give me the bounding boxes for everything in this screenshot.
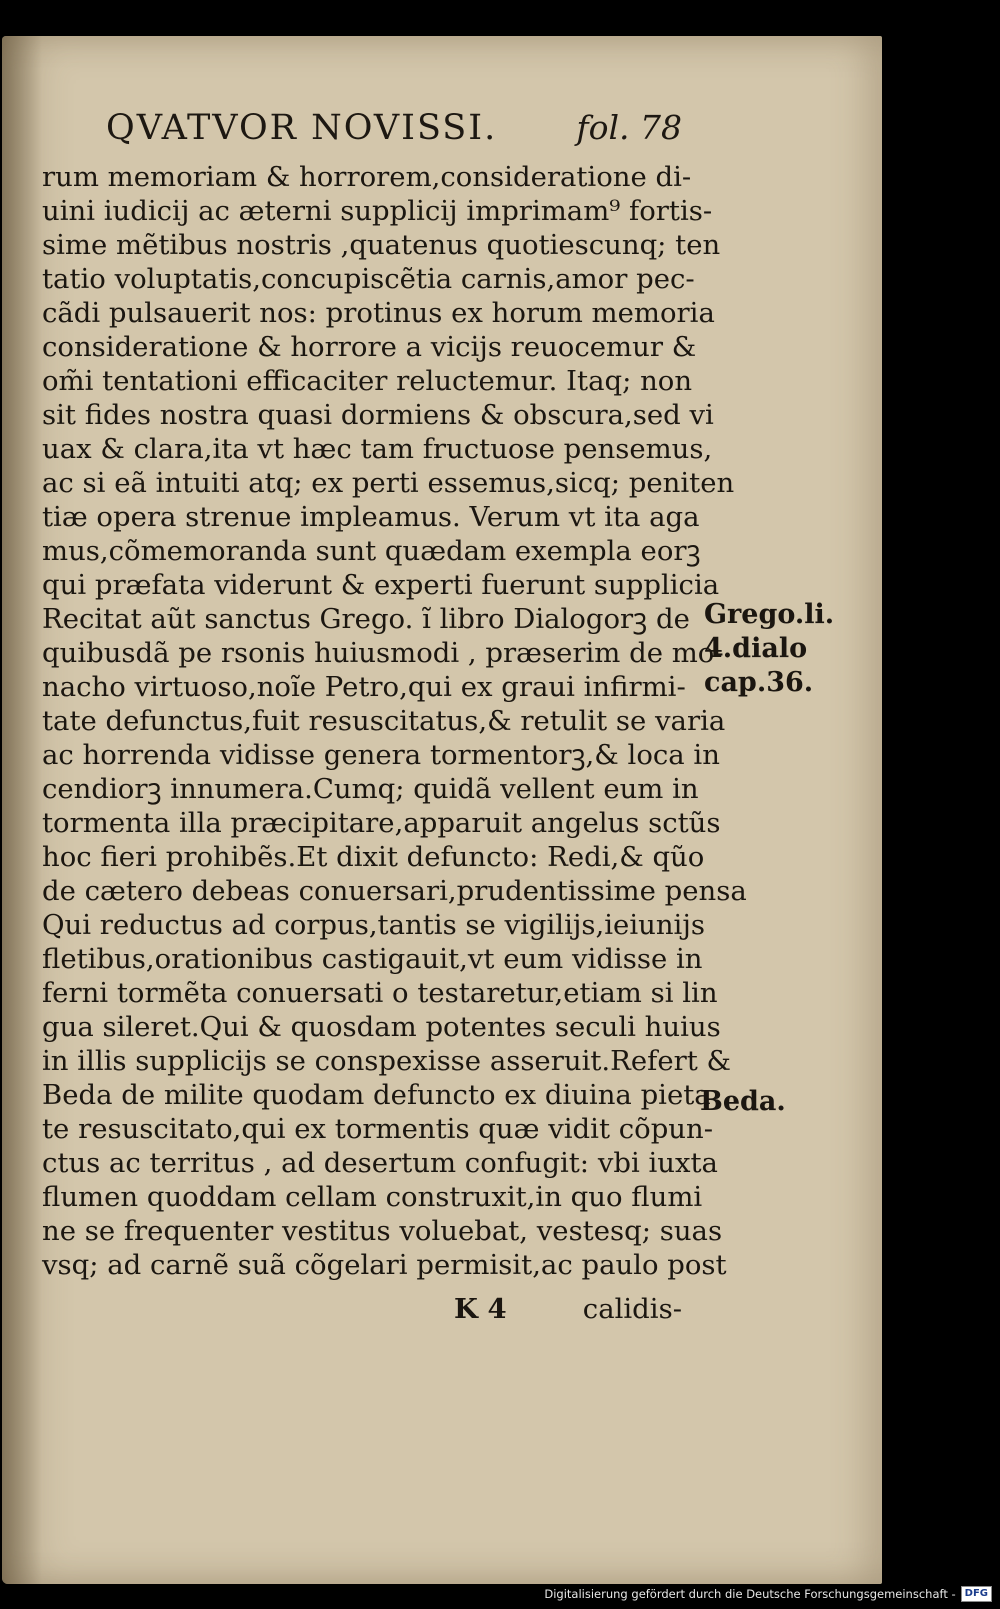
text-line: ac horrenda vidisse genera tormentorꝫ,& loca in bbox=[42, 739, 720, 771]
digitization-credit bbox=[544, 1585, 992, 1603]
text-line: qui præfata viderunt & experti fuerunt supplicia bbox=[42, 569, 720, 601]
text-line: uini iudicij ac æterni supplicij imprimam⁹ fortis- bbox=[42, 195, 713, 227]
text-line: rum memoriam & horrorem,consideratione di- bbox=[42, 161, 692, 193]
text-line: ac si eã intuiti atq; ex perti essemus,sicq; peniten bbox=[42, 467, 735, 499]
text-line: flumen quoddam cellam construxit,in quo flumi bbox=[42, 1181, 703, 1213]
margin-note-beda: Beda. bbox=[700, 1086, 786, 1117]
text-line: te resuscitato,qui ex tormentis quæ vidit cõpun- bbox=[42, 1113, 714, 1145]
text-line: nacho virtuoso,noĩe Petro,qui ex graui infirmi- bbox=[42, 671, 686, 703]
catchword: calidis- bbox=[582, 1293, 682, 1325]
text-line: ferni tormẽta conuersati o testaretur,etiam si lin bbox=[42, 977, 718, 1009]
main-text-block bbox=[42, 160, 747, 1282]
text-line: de cætero debeas conuersari,prudentissime pensa bbox=[42, 875, 747, 907]
text-line: fletibus,orationibus castigauit,vt eum vidisse in bbox=[42, 943, 703, 975]
text-line: gua sileret.Qui & quosdam potentes seculi huius bbox=[42, 1011, 721, 1043]
signature-mark: K 4 bbox=[454, 1293, 507, 1325]
margin-note-line: 4.dialo bbox=[704, 633, 808, 664]
text-line: cendiorꝫ innumera.Cumq; quidã vellent eum in bbox=[42, 773, 699, 805]
text-line: tormenta illa præcipitare,apparuit angelus sctũs bbox=[42, 807, 721, 839]
text-line: ctus ac territus , ad desertum confugit: vbi iuxta bbox=[42, 1147, 718, 1179]
text-line: uax & clara,ita vt hæc tam fructuose pensemus, bbox=[42, 433, 713, 465]
margin-note-line: Grego.li. bbox=[704, 599, 835, 630]
running-head: QVATVOR NOVISSI. bbox=[106, 108, 498, 148]
folio-number: fol. 78 bbox=[576, 108, 682, 147]
text-line: tatio voluptatis,concupiscẽtia carnis,amor pec- bbox=[42, 263, 695, 295]
text-line: in illis supplicijs se conspexisse asseruit.Refert & bbox=[42, 1045, 732, 1077]
signature-line bbox=[42, 1292, 692, 1326]
text-line: consideratione & horrore a vicijs reuocemur & bbox=[42, 331, 697, 363]
text-line: mus,cõmemoranda sunt quædam exempla eorꝫ bbox=[42, 535, 701, 567]
text-line: Recitat aũt sanctus Grego. ĩ libro Dialogorꝫ de bbox=[42, 603, 690, 635]
book-page bbox=[2, 36, 882, 1584]
text-line: hoc fieri prohibẽs.Et dixit defuncto: Redi,& qũo bbox=[42, 841, 705, 873]
text-line: Qui reductus ad corpus,tantis se vigilijs,ieiunijs bbox=[42, 909, 705, 941]
text-line: sime mẽtibus nostris ,quatenus quotiescunq; ten bbox=[42, 229, 721, 261]
text-line: vsq; ad carnẽ suã cõgelari permisit,ac paulo post bbox=[42, 1249, 727, 1281]
text-line: tiæ opera strenue impleamus. Verum vt ita aga bbox=[42, 501, 700, 533]
credit-text: Digitalisierung gefördert durch die Deutsche Forschungsgemeinschaft - bbox=[544, 1587, 956, 1601]
text-line: Beda de milite quodam defuncto ex diuina pieta bbox=[42, 1079, 711, 1111]
text-line: tate defunctus,fuit resuscitatus,& retulit se varia bbox=[42, 705, 726, 737]
margin-note-gregory bbox=[704, 598, 834, 700]
page-header bbox=[106, 106, 682, 150]
margin-note-line: cap.36. bbox=[704, 667, 814, 698]
text-line: cãdi pulsauerit nos: protinus ex horum memoria bbox=[42, 297, 715, 329]
text-line: om̃i tentationi efficaciter reluctemur. Itaq; non bbox=[42, 365, 693, 397]
text-line: sit fides nostra quasi dormiens & obscura,sed vi bbox=[42, 399, 714, 431]
dfg-logo: DFG bbox=[961, 1586, 992, 1602]
text-line: ne se frequenter vestitus voluebat, vestesq; suas bbox=[42, 1215, 723, 1247]
text-line: quibusdã pe rsonis huiusmodi , præserim de mo- bbox=[42, 637, 724, 669]
